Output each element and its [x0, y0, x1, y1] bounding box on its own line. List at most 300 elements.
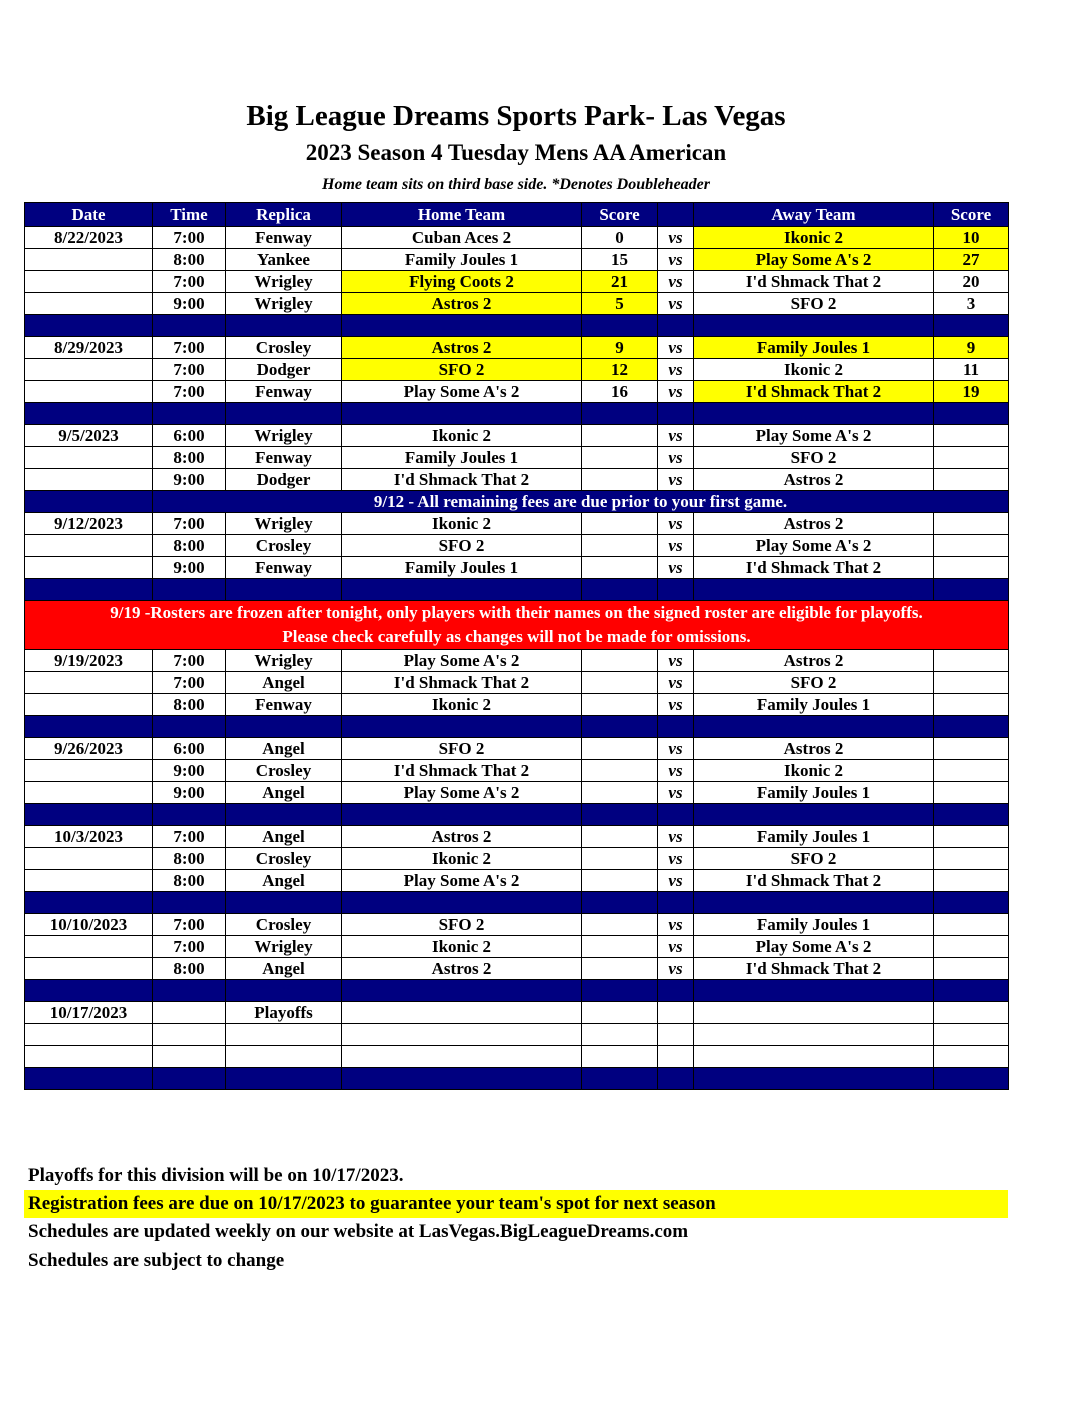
- away-team-cell: Family Joules 1: [694, 694, 934, 716]
- home-team-cell: SFO 2: [342, 359, 582, 381]
- home-score-cell: [582, 826, 658, 848]
- separator-cell: [25, 980, 153, 1002]
- away-score-cell: [934, 1002, 1009, 1024]
- away-score-cell: [934, 848, 1009, 870]
- game-row: [25, 227, 1009, 249]
- separator-row: [25, 892, 1009, 914]
- home-team-cell: [342, 1002, 582, 1024]
- home-team-cell: Ikonic 2: [342, 936, 582, 958]
- separator-cell: [226, 579, 342, 601]
- col-header-home-team: Home Team: [342, 203, 582, 227]
- footer-subject-to-change: Schedules are subject to change: [28, 1250, 285, 1271]
- vs-cell: vs: [658, 337, 694, 359]
- replica-cell: Wrigley: [226, 650, 342, 672]
- home-team-cell: Astros 2: [342, 958, 582, 980]
- home-score-cell: [582, 447, 658, 469]
- vs-cell: vs: [658, 738, 694, 760]
- separator-cell: [694, 892, 934, 914]
- separator-cell: [934, 1068, 1009, 1090]
- separator-row: [25, 1068, 1009, 1090]
- away-team-cell: SFO 2: [694, 672, 934, 694]
- away-score-cell: 9: [934, 337, 1009, 359]
- replica-cell: Angel: [226, 870, 342, 892]
- separator-cell: [342, 892, 582, 914]
- separator-cell: [582, 716, 658, 738]
- vs-cell: vs: [658, 293, 694, 315]
- home-team-cell: Family Joules 1: [342, 249, 582, 271]
- home-team-cell: SFO 2: [342, 738, 582, 760]
- time-cell: 6:00: [153, 425, 226, 447]
- time-cell: 8:00: [153, 848, 226, 870]
- home-team-cell: Astros 2: [342, 337, 582, 359]
- away-score-cell: [934, 535, 1009, 557]
- away-team-cell: Play Some A's 2: [694, 535, 934, 557]
- home-score-cell: 21: [582, 271, 658, 293]
- away-score-cell: [934, 469, 1009, 491]
- away-team-cell: Ikonic 2: [694, 227, 934, 249]
- home-score-cell: [582, 1002, 658, 1024]
- home-score-cell: [582, 936, 658, 958]
- vs-cell: vs: [658, 425, 694, 447]
- date-cell: 9/19/2023: [25, 650, 153, 672]
- replica-cell: Wrigley: [226, 271, 342, 293]
- away-team-cell: I'd Shmack That 2: [694, 271, 934, 293]
- date-cell: [25, 782, 153, 804]
- away-team-cell: Family Joules 1: [694, 826, 934, 848]
- away-score-cell: [934, 447, 1009, 469]
- time-cell: [153, 1046, 226, 1068]
- home-score-cell: [582, 848, 658, 870]
- vs-cell: vs: [658, 760, 694, 782]
- separator-cell: [658, 980, 694, 1002]
- time-cell: 8:00: [153, 447, 226, 469]
- time-cell: 7:00: [153, 826, 226, 848]
- separator-cell: [582, 579, 658, 601]
- vs-cell: vs: [658, 914, 694, 936]
- time-cell: 8:00: [153, 535, 226, 557]
- separator-cell: [582, 403, 658, 425]
- vs-cell: vs: [658, 826, 694, 848]
- away-team-cell: Family Joules 1: [694, 914, 934, 936]
- game-row: [25, 848, 1009, 870]
- game-row: [25, 826, 1009, 848]
- time-cell: 9:00: [153, 760, 226, 782]
- replica-cell: Dodger: [226, 359, 342, 381]
- home-team-cell: Ikonic 2: [342, 513, 582, 535]
- time-cell: 7:00: [153, 227, 226, 249]
- replica-cell: Fenway: [226, 227, 342, 249]
- separator-cell: [342, 804, 582, 826]
- footer-website: Schedules are updated weekly on our website at LasVegas.BigLeagueDreams.com: [28, 1221, 689, 1242]
- vs-cell: vs: [658, 535, 694, 557]
- home-team-cell: Family Joules 1: [342, 557, 582, 579]
- home-score-cell: 16: [582, 381, 658, 403]
- separator-cell: [694, 804, 934, 826]
- vs-cell: vs: [658, 513, 694, 535]
- away-score-cell: [934, 557, 1009, 579]
- separator-row: [25, 579, 1009, 601]
- replica-cell: Wrigley: [226, 936, 342, 958]
- home-team-cell: Flying Coots 2: [342, 271, 582, 293]
- home-score-cell: [582, 1046, 658, 1068]
- col-header-away-team: Away Team: [694, 203, 934, 227]
- away-team-cell: SFO 2: [694, 447, 934, 469]
- date-cell: [25, 535, 153, 557]
- separator-row: [25, 716, 1009, 738]
- separator-cell: [226, 403, 342, 425]
- away-team-cell: Astros 2: [694, 738, 934, 760]
- home-team-cell: [342, 1046, 582, 1068]
- separator-row: [25, 980, 1009, 1002]
- home-team-cell: Family Joules 1: [342, 447, 582, 469]
- separator-cell: [342, 403, 582, 425]
- game-row: [25, 293, 1009, 315]
- date-cell: [25, 1024, 153, 1046]
- vs-cell: vs: [658, 782, 694, 804]
- schedule-table: [24, 202, 1009, 1090]
- home-team-cell: I'd Shmack That 2: [342, 469, 582, 491]
- home-score-cell: [582, 513, 658, 535]
- separator-cell: [153, 1068, 226, 1090]
- separator-cell: [658, 892, 694, 914]
- date-cell: [25, 359, 153, 381]
- game-row: [25, 447, 1009, 469]
- away-score-cell: [934, 782, 1009, 804]
- date-cell: 9/12/2023: [25, 513, 153, 535]
- vs-cell: vs: [658, 870, 694, 892]
- game-row: [25, 535, 1009, 557]
- roster-notice-line-1: 9/19 -Rosters are frozen after tonight, only players with their names on the signed roster are eligible for playoffs.: [110, 603, 923, 622]
- replica-cell: Fenway: [226, 447, 342, 469]
- footer-playoffs: Playoffs for this division will be on 10/17/2023.: [28, 1165, 404, 1186]
- separator-cell: [25, 716, 153, 738]
- date-cell: [25, 694, 153, 716]
- separator-cell: [342, 315, 582, 337]
- separator-cell: [694, 1068, 934, 1090]
- date-cell: 10/17/2023: [25, 1002, 153, 1024]
- page-title: Big League Dreams Sports Park- Las Vegas: [246, 100, 786, 132]
- roster-notice-line-2: Please check carefully as changes will not be made for omissions.: [282, 627, 751, 646]
- col-header-replica: Replica: [226, 203, 342, 227]
- separator-cell: [934, 980, 1009, 1002]
- separator-cell: [25, 804, 153, 826]
- separator-cell: [153, 579, 226, 601]
- time-cell: 7:00: [153, 650, 226, 672]
- home-team-cell: Play Some A's 2: [342, 782, 582, 804]
- away-team-cell: Astros 2: [694, 650, 934, 672]
- home-team-cell: Play Some A's 2: [342, 650, 582, 672]
- separator-cell: [226, 716, 342, 738]
- time-cell: 9:00: [153, 469, 226, 491]
- replica-cell: Wrigley: [226, 513, 342, 535]
- game-row: [25, 337, 1009, 359]
- date-cell: [25, 469, 153, 491]
- time-cell: 8:00: [153, 870, 226, 892]
- game-row: [25, 425, 1009, 447]
- game-row: [25, 936, 1009, 958]
- replica-cell: Fenway: [226, 557, 342, 579]
- separator-cell: [582, 1068, 658, 1090]
- replica-cell: Angel: [226, 738, 342, 760]
- game-row: [25, 738, 1009, 760]
- date-cell: [25, 381, 153, 403]
- home-team-cell: I'd Shmack That 2: [342, 760, 582, 782]
- separator-cell: [934, 579, 1009, 601]
- home-team-cell: Play Some A's 2: [342, 381, 582, 403]
- date-cell: [25, 672, 153, 694]
- away-team-cell: I'd Shmack That 2: [694, 381, 934, 403]
- separator-cell: [694, 315, 934, 337]
- home-score-cell: [582, 958, 658, 980]
- separator-cell: [582, 980, 658, 1002]
- game-row: [25, 469, 1009, 491]
- game-row: [25, 672, 1009, 694]
- vs-cell: vs: [658, 469, 694, 491]
- vs-cell: vs: [658, 227, 694, 249]
- home-team-cell: Ikonic 2: [342, 848, 582, 870]
- home-team-cell: I'd Shmack That 2: [342, 672, 582, 694]
- replica-cell: Angel: [226, 782, 342, 804]
- away-team-cell: Play Some A's 2: [694, 249, 934, 271]
- fee-notice-text: 9/12 - All remaining fees are due prior to your first game.: [153, 491, 1009, 513]
- game-row: [25, 249, 1009, 271]
- away-team-cell: [694, 1024, 934, 1046]
- away-score-cell: [934, 1024, 1009, 1046]
- game-row: [25, 271, 1009, 293]
- separator-cell: [226, 1068, 342, 1090]
- time-cell: 8:00: [153, 249, 226, 271]
- home-score-cell: [582, 782, 658, 804]
- home-team-cell: Astros 2: [342, 826, 582, 848]
- home-score-cell: 9: [582, 337, 658, 359]
- game-row: [25, 914, 1009, 936]
- separator-cell: [226, 892, 342, 914]
- replica-cell: Angel: [226, 826, 342, 848]
- time-cell: [153, 1002, 226, 1024]
- separator-cell: [153, 980, 226, 1002]
- away-score-cell: 3: [934, 293, 1009, 315]
- replica-cell: Yankee: [226, 249, 342, 271]
- roster-notice-row: [25, 601, 1009, 650]
- home-score-cell: [582, 672, 658, 694]
- separator-cell: [934, 804, 1009, 826]
- replica-cell: [226, 1046, 342, 1068]
- separator-cell: [934, 892, 1009, 914]
- game-row: [25, 381, 1009, 403]
- away-team-cell: Ikonic 2: [694, 359, 934, 381]
- away-team-cell: SFO 2: [694, 848, 934, 870]
- game-row: [25, 870, 1009, 892]
- replica-cell: Angel: [226, 958, 342, 980]
- footer-registration: Registration fees are due on 10/17/2023 to guarantee your team's spot for next season: [24, 1190, 1008, 1218]
- away-score-cell: [934, 1046, 1009, 1068]
- home-score-cell: [582, 535, 658, 557]
- replica-cell: Crosley: [226, 760, 342, 782]
- time-cell: 8:00: [153, 958, 226, 980]
- separator-row: [25, 403, 1009, 425]
- schedule-note: Home team sits on third base side. *Denotes Doubleheader: [322, 176, 710, 193]
- home-team-cell: Play Some A's 2: [342, 870, 582, 892]
- home-score-cell: [582, 914, 658, 936]
- home-score-cell: 5: [582, 293, 658, 315]
- replica-cell: Fenway: [226, 381, 342, 403]
- home-team-cell: Ikonic 2: [342, 694, 582, 716]
- away-score-cell: [934, 958, 1009, 980]
- roster-notice-cell: [25, 601, 1009, 650]
- separator-cell: [226, 315, 342, 337]
- game-row: [25, 1046, 1009, 1068]
- separator-cell: [342, 579, 582, 601]
- date-cell: [25, 958, 153, 980]
- separator-cell: [658, 1068, 694, 1090]
- away-score-cell: 19: [934, 381, 1009, 403]
- away-team-cell: I'd Shmack That 2: [694, 870, 934, 892]
- home-score-cell: [582, 1024, 658, 1046]
- table-header-row: [25, 203, 1009, 227]
- separator-cell: [658, 716, 694, 738]
- home-score-cell: 12: [582, 359, 658, 381]
- home-score-cell: 15: [582, 249, 658, 271]
- away-team-cell: Play Some A's 2: [694, 936, 934, 958]
- separator-cell: [342, 716, 582, 738]
- home-score-cell: [582, 469, 658, 491]
- col-header-away-score: Score: [934, 203, 1009, 227]
- notice-spacer-cell: [25, 491, 153, 513]
- separator-cell: [25, 403, 153, 425]
- home-score-cell: [582, 738, 658, 760]
- time-cell: 6:00: [153, 738, 226, 760]
- separator-cell: [658, 804, 694, 826]
- game-row: [25, 650, 1009, 672]
- vs-cell: vs: [658, 958, 694, 980]
- home-score-cell: 0: [582, 227, 658, 249]
- page-subtitle: 2023 Season 4 Tuesday Mens AA American: [305, 140, 727, 165]
- away-score-cell: [934, 513, 1009, 535]
- separator-cell: [658, 315, 694, 337]
- home-score-cell: [582, 557, 658, 579]
- col-header-date: Date: [25, 203, 153, 227]
- date-cell: [25, 271, 153, 293]
- vs-cell: vs: [658, 848, 694, 870]
- separator-cell: [25, 1068, 153, 1090]
- away-score-cell: [934, 694, 1009, 716]
- away-score-cell: [934, 425, 1009, 447]
- replica-cell: Angel: [226, 672, 342, 694]
- date-cell: 8/22/2023: [25, 227, 153, 249]
- vs-cell: vs: [658, 249, 694, 271]
- time-cell: 9:00: [153, 293, 226, 315]
- away-score-cell: [934, 672, 1009, 694]
- date-cell: [25, 870, 153, 892]
- vs-cell: [658, 1046, 694, 1068]
- time-cell: 9:00: [153, 782, 226, 804]
- separator-cell: [694, 980, 934, 1002]
- date-cell: 9/5/2023: [25, 425, 153, 447]
- time-cell: 7:00: [153, 337, 226, 359]
- time-cell: 7:00: [153, 359, 226, 381]
- col-header-vs: [658, 203, 694, 227]
- separator-cell: [342, 1068, 582, 1090]
- replica-cell: Crosley: [226, 337, 342, 359]
- home-team-cell: Astros 2: [342, 293, 582, 315]
- vs-cell: vs: [658, 694, 694, 716]
- vs-cell: vs: [658, 447, 694, 469]
- time-cell: 8:00: [153, 694, 226, 716]
- time-cell: 7:00: [153, 936, 226, 958]
- game-row: [25, 557, 1009, 579]
- separator-cell: [582, 892, 658, 914]
- separator-cell: [658, 579, 694, 601]
- replica-cell: Wrigley: [226, 425, 342, 447]
- home-team-cell: Ikonic 2: [342, 425, 582, 447]
- vs-cell: vs: [658, 359, 694, 381]
- home-score-cell: [582, 870, 658, 892]
- away-score-cell: [934, 914, 1009, 936]
- away-team-cell: [694, 1002, 934, 1024]
- home-team-cell: SFO 2: [342, 914, 582, 936]
- vs-cell: vs: [658, 557, 694, 579]
- separator-cell: [226, 980, 342, 1002]
- separator-row: [25, 804, 1009, 826]
- separator-cell: [226, 804, 342, 826]
- away-score-cell: 20: [934, 271, 1009, 293]
- away-score-cell: 10: [934, 227, 1009, 249]
- date-cell: [25, 249, 153, 271]
- date-cell: [25, 447, 153, 469]
- home-score-cell: [582, 650, 658, 672]
- away-score-cell: [934, 650, 1009, 672]
- separator-cell: [582, 315, 658, 337]
- time-cell: 7:00: [153, 513, 226, 535]
- replica-cell: Playoffs: [226, 1002, 342, 1024]
- separator-cell: [153, 315, 226, 337]
- separator-cell: [25, 315, 153, 337]
- game-row: [25, 760, 1009, 782]
- date-cell: [25, 760, 153, 782]
- date-cell: [25, 557, 153, 579]
- vs-cell: [658, 1024, 694, 1046]
- game-row: [25, 694, 1009, 716]
- away-team-cell: [694, 1046, 934, 1068]
- date-cell: [25, 293, 153, 315]
- home-team-cell: [342, 1024, 582, 1046]
- separator-cell: [582, 804, 658, 826]
- time-cell: 7:00: [153, 672, 226, 694]
- game-row: [25, 958, 1009, 980]
- away-team-cell: I'd Shmack That 2: [694, 958, 934, 980]
- home-score-cell: [582, 760, 658, 782]
- separator-cell: [658, 403, 694, 425]
- home-team-cell: SFO 2: [342, 535, 582, 557]
- replica-cell: Wrigley: [226, 293, 342, 315]
- game-row: [25, 513, 1009, 535]
- vs-cell: [658, 1002, 694, 1024]
- separator-cell: [342, 980, 582, 1002]
- game-row: [25, 1024, 1009, 1046]
- vs-cell: vs: [658, 936, 694, 958]
- time-cell: 7:00: [153, 914, 226, 936]
- separator-cell: [934, 716, 1009, 738]
- date-cell: [25, 936, 153, 958]
- separator-row: [25, 315, 1009, 337]
- home-score-cell: [582, 425, 658, 447]
- game-row: [25, 1002, 1009, 1024]
- time-cell: 7:00: [153, 271, 226, 293]
- separator-cell: [153, 716, 226, 738]
- fee-notice-row: [25, 491, 1009, 513]
- replica-cell: [226, 1024, 342, 1046]
- separator-cell: [694, 716, 934, 738]
